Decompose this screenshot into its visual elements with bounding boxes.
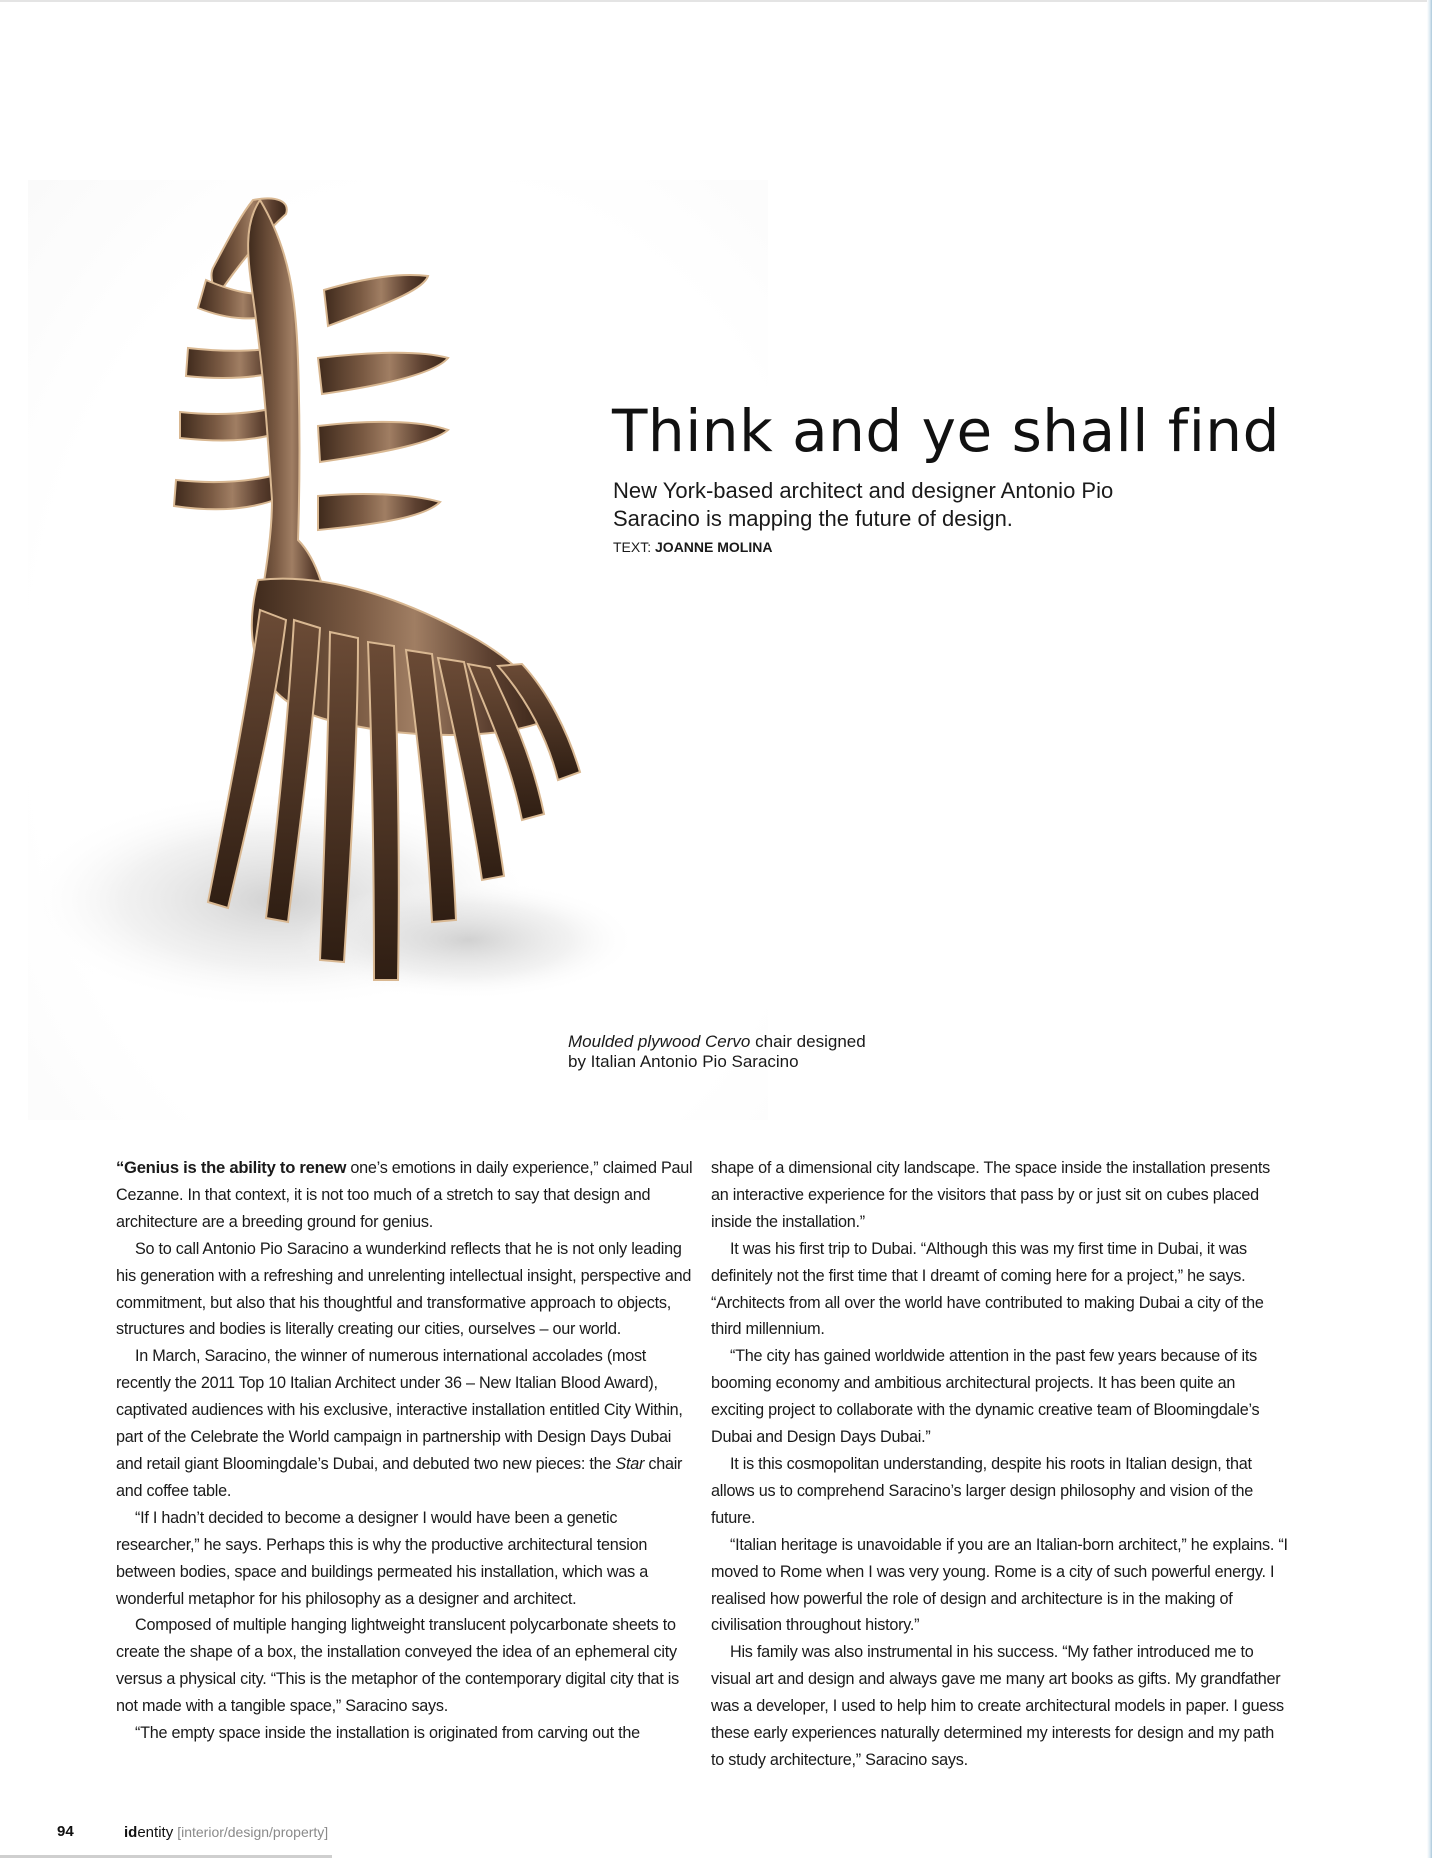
article-byline	[613, 538, 772, 556]
top-edge-rule	[0, 0, 1432, 2]
article-title: Think and ye shall find	[612, 397, 1280, 465]
byline-label: TEXT:	[613, 539, 652, 555]
byline-author: JOANNE MOLINA	[655, 539, 773, 555]
masthead-brand-bold: id	[124, 1824, 138, 1841]
body-column-right	[711, 1155, 1289, 1774]
image-caption	[568, 1032, 888, 1072]
caption-text: chair designed by Italian Antonio Pio Saracino	[568, 1032, 866, 1071]
lead-in: “Genius is the ability to renew	[116, 1158, 347, 1177]
page-footer	[0, 1820, 1432, 1844]
article-standfirst: New York-based architect and designer Antonio Pio Saracino is mapping the future of design.	[613, 478, 1114, 531]
body-paragraph: It is this cosmopolitan understanding, despite his roots in Italian design, that allows us to comprehend Saracino’s larger design philosophy and vision of the future.	[711, 1454, 1253, 1527]
page-number: 94	[57, 1823, 74, 1840]
chair-photo	[28, 180, 768, 1120]
paragraph-text: chair and coffee table.	[116, 1454, 683, 1500]
paragraph-text: In March, Saracino, the winner of numerous international accolades (most recently the 2011 Top 10 Italian Architect under 36 – New Italian Blood Award), captivated audiences with his exclusive, interactive installation entitled City Within, part of the Celebrate the World campaign in partnership with Design Days Dubai and retail giant Bloomingdale’s Dubai, and debuted two new pieces: the	[116, 1347, 683, 1473]
paragraph-italic: Star	[615, 1454, 645, 1473]
body-paragraph: “The empty space inside the installation is originated from carving out the	[135, 1724, 640, 1743]
magazine-masthead	[124, 1820, 328, 1845]
body-paragraph: Composed of multiple hanging lightweight translucent polycarbonate sheets to create the shape of a box, the installation conveyed the idea of an ephemeral city versus a physical city. “This is the metaphor of the contemporary digital city that is not made with a tangible space,” Saracino says.	[116, 1616, 679, 1716]
body-paragraph: shape of a dimensional city landscape. The space inside the installation presents an interactive experience for the visitors that pass by or just sit on cubes placed inside the installation.”	[711, 1159, 1270, 1231]
body-paragraph	[116, 1343, 694, 1504]
body-column-left	[116, 1155, 694, 1747]
caption-italic: Moulded plywood Cervo	[568, 1032, 751, 1051]
body-paragraph	[116, 1155, 694, 1236]
body-paragraph: His family was also instrumental in his success. “My father introduced me to visual art and design and always gave me many art books as gifts. My grandfather was a developer, I used to help him to create architectural models in paper. I guess these early experiences naturally determined my interests for design and my path to study architecture,” Saracino says.	[711, 1643, 1284, 1769]
paragraph-text: one’s emotions in daily experience,” claimed Paul Cezanne. In that context, it is not too much of a stretch to say that design and architecture are a breeding ground for genius.	[116, 1159, 693, 1231]
page-edge-shadow	[1427, 0, 1432, 1858]
body-paragraph: “Italian heritage is unavoidable if you are an Italian-born architect,” he explains. “I moved to Rome when I was very young. Rome is a city of such powerful energy. I realised how powerful the role of design and architecture is in the making of civilisation throughout history.”	[711, 1535, 1288, 1635]
body-paragraph: “If I hadn’t decided to become a designer I would have been a genetic researcher,” he says. Perhaps this is why the productive architectural tension between bodies, space and buildings permeated his installation, which was a wonderful metaphor for his philosophy as a designer and architect.	[116, 1508, 648, 1608]
body-paragraph: “The city has gained worldwide attention in the past few years because of its booming economy and ambitious architectural projects. It has been quite an exciting project to collaborate with the dynamic creative team of Bloomingdale’s Dubai and Design Days Dubai.”	[711, 1347, 1260, 1447]
body-paragraph: So to call Antonio Pio Saracino a wunderkind reflects that he is not only leading his generation with a refreshing and unrelenting intellectual insight, perspective and commitment, but also that his thoughtful and transformative approach to objects, structures and bodies is literally creating our cities, ourselves – our world.	[116, 1239, 692, 1339]
body-paragraph: It was his first trip to Dubai. “Although this was my first time in Dubai, it was definitely not the first time that I dreamt of coming here for a project,” he says. “Architects from all over the world have contributed to making Dubai a city of the third millennium.	[711, 1239, 1264, 1339]
masthead-brand-regular: entity	[137, 1824, 174, 1841]
masthead-tagline: [interior/design/property]	[177, 1824, 329, 1840]
